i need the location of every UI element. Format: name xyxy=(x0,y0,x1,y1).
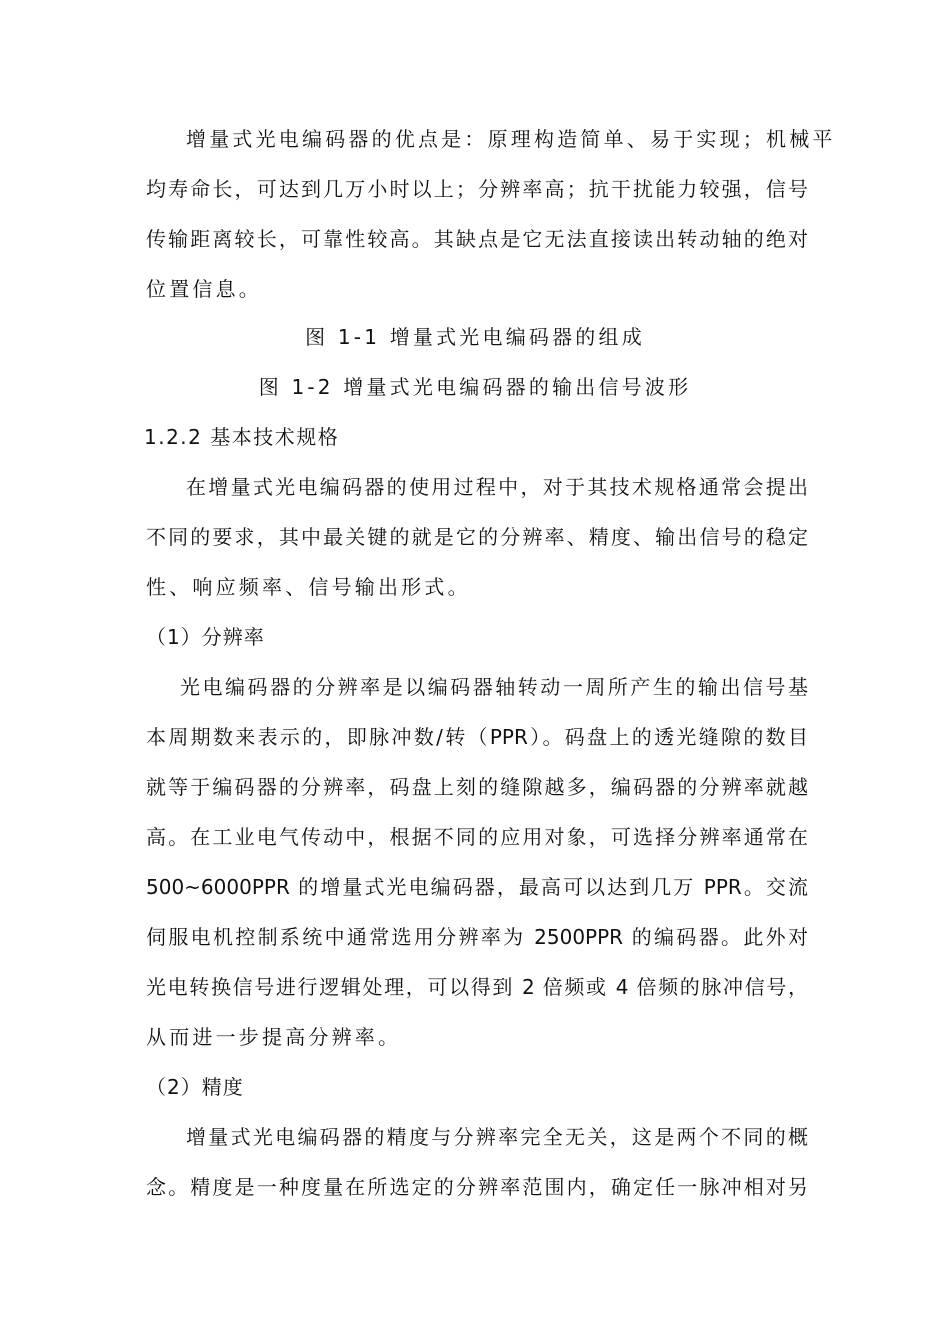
section-heading: 1.2.2 基本技术规格 xyxy=(144,425,340,449)
resolution-line-7: 光电转换信号进行逻辑处理，可以得到 2 倍频或 4 倍频的脉冲信号， xyxy=(146,975,808,999)
precision-line-2: 念。精度是一种度量在所选定的分辨率范围内，确定任一脉冲相对另 xyxy=(146,1175,808,1199)
spec-line-3: 性、响应频率、信号输出形式。 xyxy=(146,575,471,599)
resolution-line-1: 光电编码器的分辨率是以编码器轴转动一周所产生的输出信号基 xyxy=(180,675,808,699)
resolution-line-4: 高。在工业电气传动中，根据不同的应用对象，可选择分辨率通常在 xyxy=(146,825,808,849)
resolution-line-6: 伺服电机控制系统中通常选用分辨率为 2500PPR 的编码器。此外对 xyxy=(146,925,808,949)
figure-caption-1: 图 1-1 增量式光电编码器的组成 xyxy=(305,325,645,349)
intro-line-4: 位置信息。 xyxy=(146,277,262,301)
intro-line-1: 增量式光电编码器的优点是：原理构造简单、易于实现；机械平 xyxy=(186,127,836,151)
resolution-line-2: 本周期数来表示的，即脉冲数/转（PPR）。码盘上的透光缝隙的数目 xyxy=(146,725,808,749)
precision-line-1: 增量式光电编码器的精度与分辨率完全无关，这是两个不同的概 xyxy=(186,1125,808,1149)
spec-line-2: 不同的要求，其中最关键的就是它的分辨率、精度、输出信号的稳定 xyxy=(146,525,808,549)
figure-caption-2: 图 1-2 增量式光电编码器的输出信号波形 xyxy=(258,375,692,399)
resolution-line-8: 从而进一步提高分辨率。 xyxy=(146,1025,402,1049)
intro-line-3: 传输距离较长，可靠性较高。其缺点是它无法直接读出转动轴的绝对 xyxy=(146,227,808,251)
subheading-precision: （2）精度 xyxy=(146,1075,244,1099)
subheading-resolution: （1）分辨率 xyxy=(146,625,265,649)
resolution-line-3: 就等于编码器的分辨率，码盘上刻的缝隙越多，编码器的分辨率就越 xyxy=(146,775,808,799)
spec-line-1: 在增量式光电编码器的使用过程中，对于其技术规格通常会提出 xyxy=(186,475,808,499)
intro-line-2: 均寿命长，可达到几万小时以上；分辨率高；抗干扰能力较强，信号 xyxy=(146,177,808,201)
resolution-line-5: 500~6000PPR 的增量式光电编码器，最高可以达到几万 PPR。交流 xyxy=(146,875,808,899)
